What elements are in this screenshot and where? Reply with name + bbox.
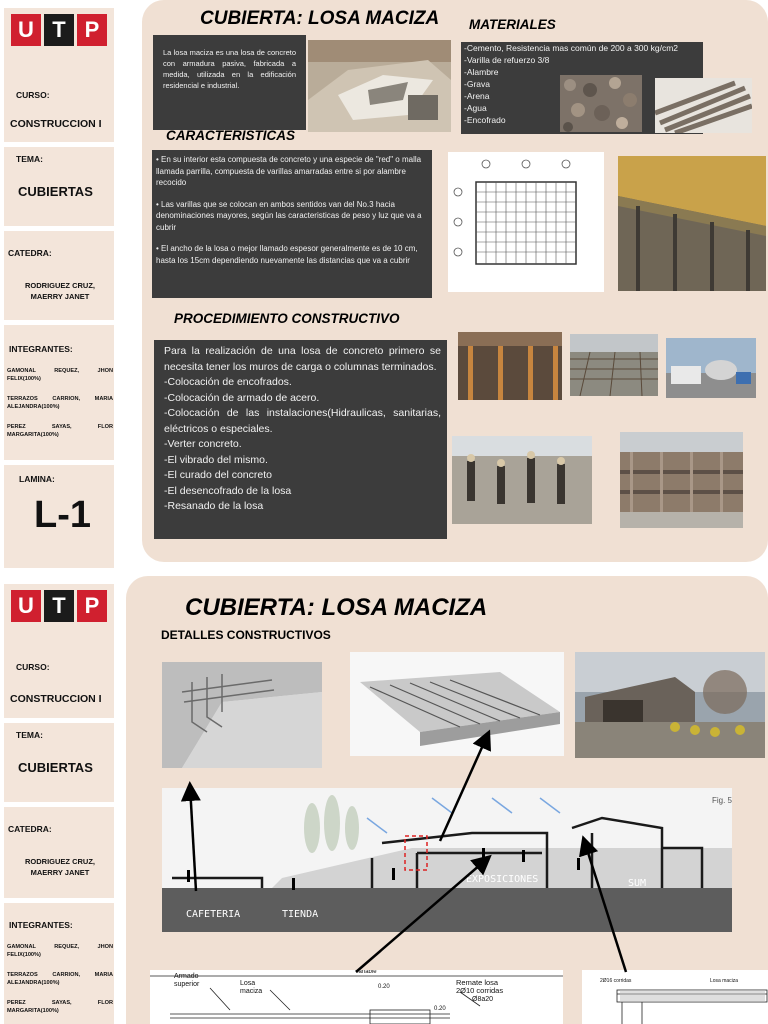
sidebar — [4, 8, 114, 568]
procedimiento-item: -Verter concreto. — [164, 438, 242, 450]
catedra-label: CATEDRA: — [8, 248, 52, 258]
divider — [4, 142, 114, 147]
fig-label: Fig. 5 — [712, 796, 732, 805]
page-title: CUBIERTA: LOSA MACIZA — [200, 8, 440, 29]
workers-pouring-photo — [452, 436, 592, 524]
material-item: -Cemento, Resistencia mas común de 200 a 300 kg/cm2 — [464, 43, 679, 53]
tema-value: CUBIERTAS — [18, 184, 93, 199]
building-aerial-photo — [308, 40, 451, 132]
procedimiento-item: -El vibrado del mismo. — [164, 453, 268, 466]
label-cafeteria: CAFETERIA — [186, 909, 241, 920]
procedimiento-box — [154, 340, 447, 539]
material-item: -Alambre — [464, 67, 499, 77]
curso-value: CONSTRUCCION I — [10, 118, 102, 130]
catedra-label: CATEDRA: — [8, 824, 52, 834]
building-exterior-photo — [575, 652, 765, 758]
label-armado-superior: Armado superior — [174, 973, 200, 988]
lamina-sheet-2 — [0, 576, 768, 1024]
label-losa-maciza: Losa maciza — [240, 980, 263, 995]
slab-edge-rebar-render — [162, 662, 322, 768]
material-item: -Encofrado — [464, 115, 506, 125]
divider — [4, 898, 114, 903]
label-corridas-2: 2Ø16 corridas — [600, 978, 632, 984]
divider — [4, 718, 114, 723]
material-item: -Varilla de refuerzo 3/8 — [464, 55, 550, 65]
tema-label: TEMA: — [16, 154, 43, 164]
integrantes-label: INTEGRANTES: — [9, 920, 73, 930]
material-item: -Agua — [464, 103, 487, 113]
divider — [4, 226, 114, 231]
slab-detail-drawing-2 — [582, 970, 768, 1024]
label-variable: Variable — [355, 970, 377, 975]
building-structure-photo — [620, 432, 743, 528]
lamina-label: LAMINA: — [19, 474, 55, 484]
procedimiento-item: -Colocación de encofrados. — [164, 376, 292, 388]
intro-text: La losa maciza es una losa de concreto con armadura pasiva, fabricada a medida, utilizada en la edificación residencial e industrial. — [153, 35, 306, 130]
integrante-2: TERRAZOS CARRION, MARIA ALEJANDRA(100%) — [7, 396, 113, 410]
curso-label: CURSO: — [16, 662, 50, 672]
slab-3d-rebar-render — [350, 652, 564, 756]
logo-letter-p: P — [77, 14, 107, 46]
curso-label: CURSO: — [16, 90, 50, 100]
label-estribos: Ø8a20 — [472, 996, 494, 1003]
procedimiento-item: -Colocación de armado de acero. — [164, 391, 320, 404]
catedra-name-1: RODRIGUEZ CRUZ, — [25, 281, 95, 290]
rebar-photo — [655, 78, 752, 133]
logo-letter-u: U — [11, 590, 41, 622]
catedra-name-2: MAERRY JANET — [30, 868, 90, 877]
rebar-grid-drawing — [448, 152, 604, 292]
curso-value: CONSTRUCCION I — [10, 693, 102, 705]
slab-detail-drawing-1 — [150, 970, 563, 1024]
lamina-number: L-1 — [34, 494, 91, 536]
slab-underside-photo — [618, 156, 766, 291]
material-item: -Arena — [464, 91, 490, 101]
material-item: -Grava — [464, 79, 490, 89]
page-title: CUBIERTA: LOSA MACIZA — [185, 594, 488, 621]
materiales-heading: MATERIALES — [469, 17, 556, 32]
label-losa-maciza-2: Losa maciza — [710, 978, 739, 984]
integrantes-label: INTEGRANTES: — [9, 344, 73, 354]
caracteristicas-box — [152, 150, 432, 298]
procedimiento-item: Para la realización de una losa de concreto primero se necesita tener los muros de carga o columnas terminados. — [164, 345, 441, 373]
integrante-1: GAMONAL REQUEZ, JHON FELIX(100%) — [7, 368, 113, 382]
logo-letter-p: P — [77, 590, 107, 622]
caracteristica-item: • El ancho de la losa o mejor llamado espesor generalmente es de 10 cm, hasta los 15cm dependiendo nuevamente las distancias que va a cubrir — [156, 244, 418, 265]
catedra-name-1: RODRIGUEZ CRUZ, — [25, 857, 95, 866]
label-remate-losa: Remate losa — [456, 978, 499, 987]
label-sum: SUM — [628, 878, 647, 889]
formwork-photo — [458, 332, 562, 400]
label-exposiciones: EXPOSICIONES — [466, 874, 539, 885]
divider — [4, 460, 114, 465]
detalles-subtitle: DETALLES CONSTRUCTIVOS — [161, 628, 331, 642]
gravel-photo — [560, 75, 642, 132]
label-dim-2: 0.20 — [434, 1006, 446, 1012]
utp-logo — [11, 14, 107, 46]
integrante-1: GAMONAL REQUEZ, JHON FELIX(100%) — [7, 944, 113, 958]
sidebar — [4, 584, 114, 1024]
caracteristica-item: • Las varillas que se colocan en ambos sentidos van del No.3 hacia denominaciones mayores, según las caracteristicas de peso y luz que va a cubrir — [156, 199, 422, 232]
tema-label: TEMA: — [16, 730, 43, 740]
divider — [4, 320, 114, 325]
procedimiento-heading: PROCEDIMIENTO CONSTRUCTIVO — [174, 311, 400, 326]
catedra-name-2: MAERRY JANET — [30, 292, 90, 301]
caracteristicas-heading: CARACTERISTICAS — [166, 128, 296, 143]
procedimiento-item: -Colocación de las instalaciones(Hidraulicas, sanitarias, eléctricos o especiales. — [164, 407, 441, 435]
procedimiento-item: -El curado del concreto — [164, 469, 272, 481]
label-corridas: 2Ø10 corridas — [456, 986, 504, 995]
caracteristica-item: • En su interior esta compuesta de concreto y una especie de "red" o malla llamada parrilla, compuesta de varillas amarradas entre si por alambre recocido — [156, 155, 422, 187]
integrante-3: PEREZ SAYAS, FLOR MARGARITA(100%) — [7, 424, 113, 438]
procedimiento-item: -El desencofrado de la losa — [164, 484, 292, 497]
label-dim-1: 0.20 — [378, 984, 390, 990]
integrante-2: TERRAZOS CARRION, MARIA ALEJANDRA(100%) — [7, 972, 113, 986]
concrete-truck-photo — [666, 338, 756, 398]
rebar-placement-photo — [570, 334, 658, 396]
logo-letter-t: T — [44, 590, 74, 622]
procedimiento-item: -Resanado de la losa — [164, 500, 264, 512]
tema-value: CUBIERTAS — [18, 760, 93, 775]
utp-logo — [11, 590, 107, 622]
logo-letter-t: T — [44, 14, 74, 46]
procedimiento-text — [154, 340, 447, 515]
logo-letter-u: U — [11, 14, 41, 46]
integrante-3: PEREZ SAYAS, FLOR MARGARITA(100%) — [7, 1000, 113, 1014]
building-section-drawing — [162, 788, 732, 932]
divider — [4, 802, 114, 807]
label-tienda: TIENDA — [282, 909, 319, 920]
